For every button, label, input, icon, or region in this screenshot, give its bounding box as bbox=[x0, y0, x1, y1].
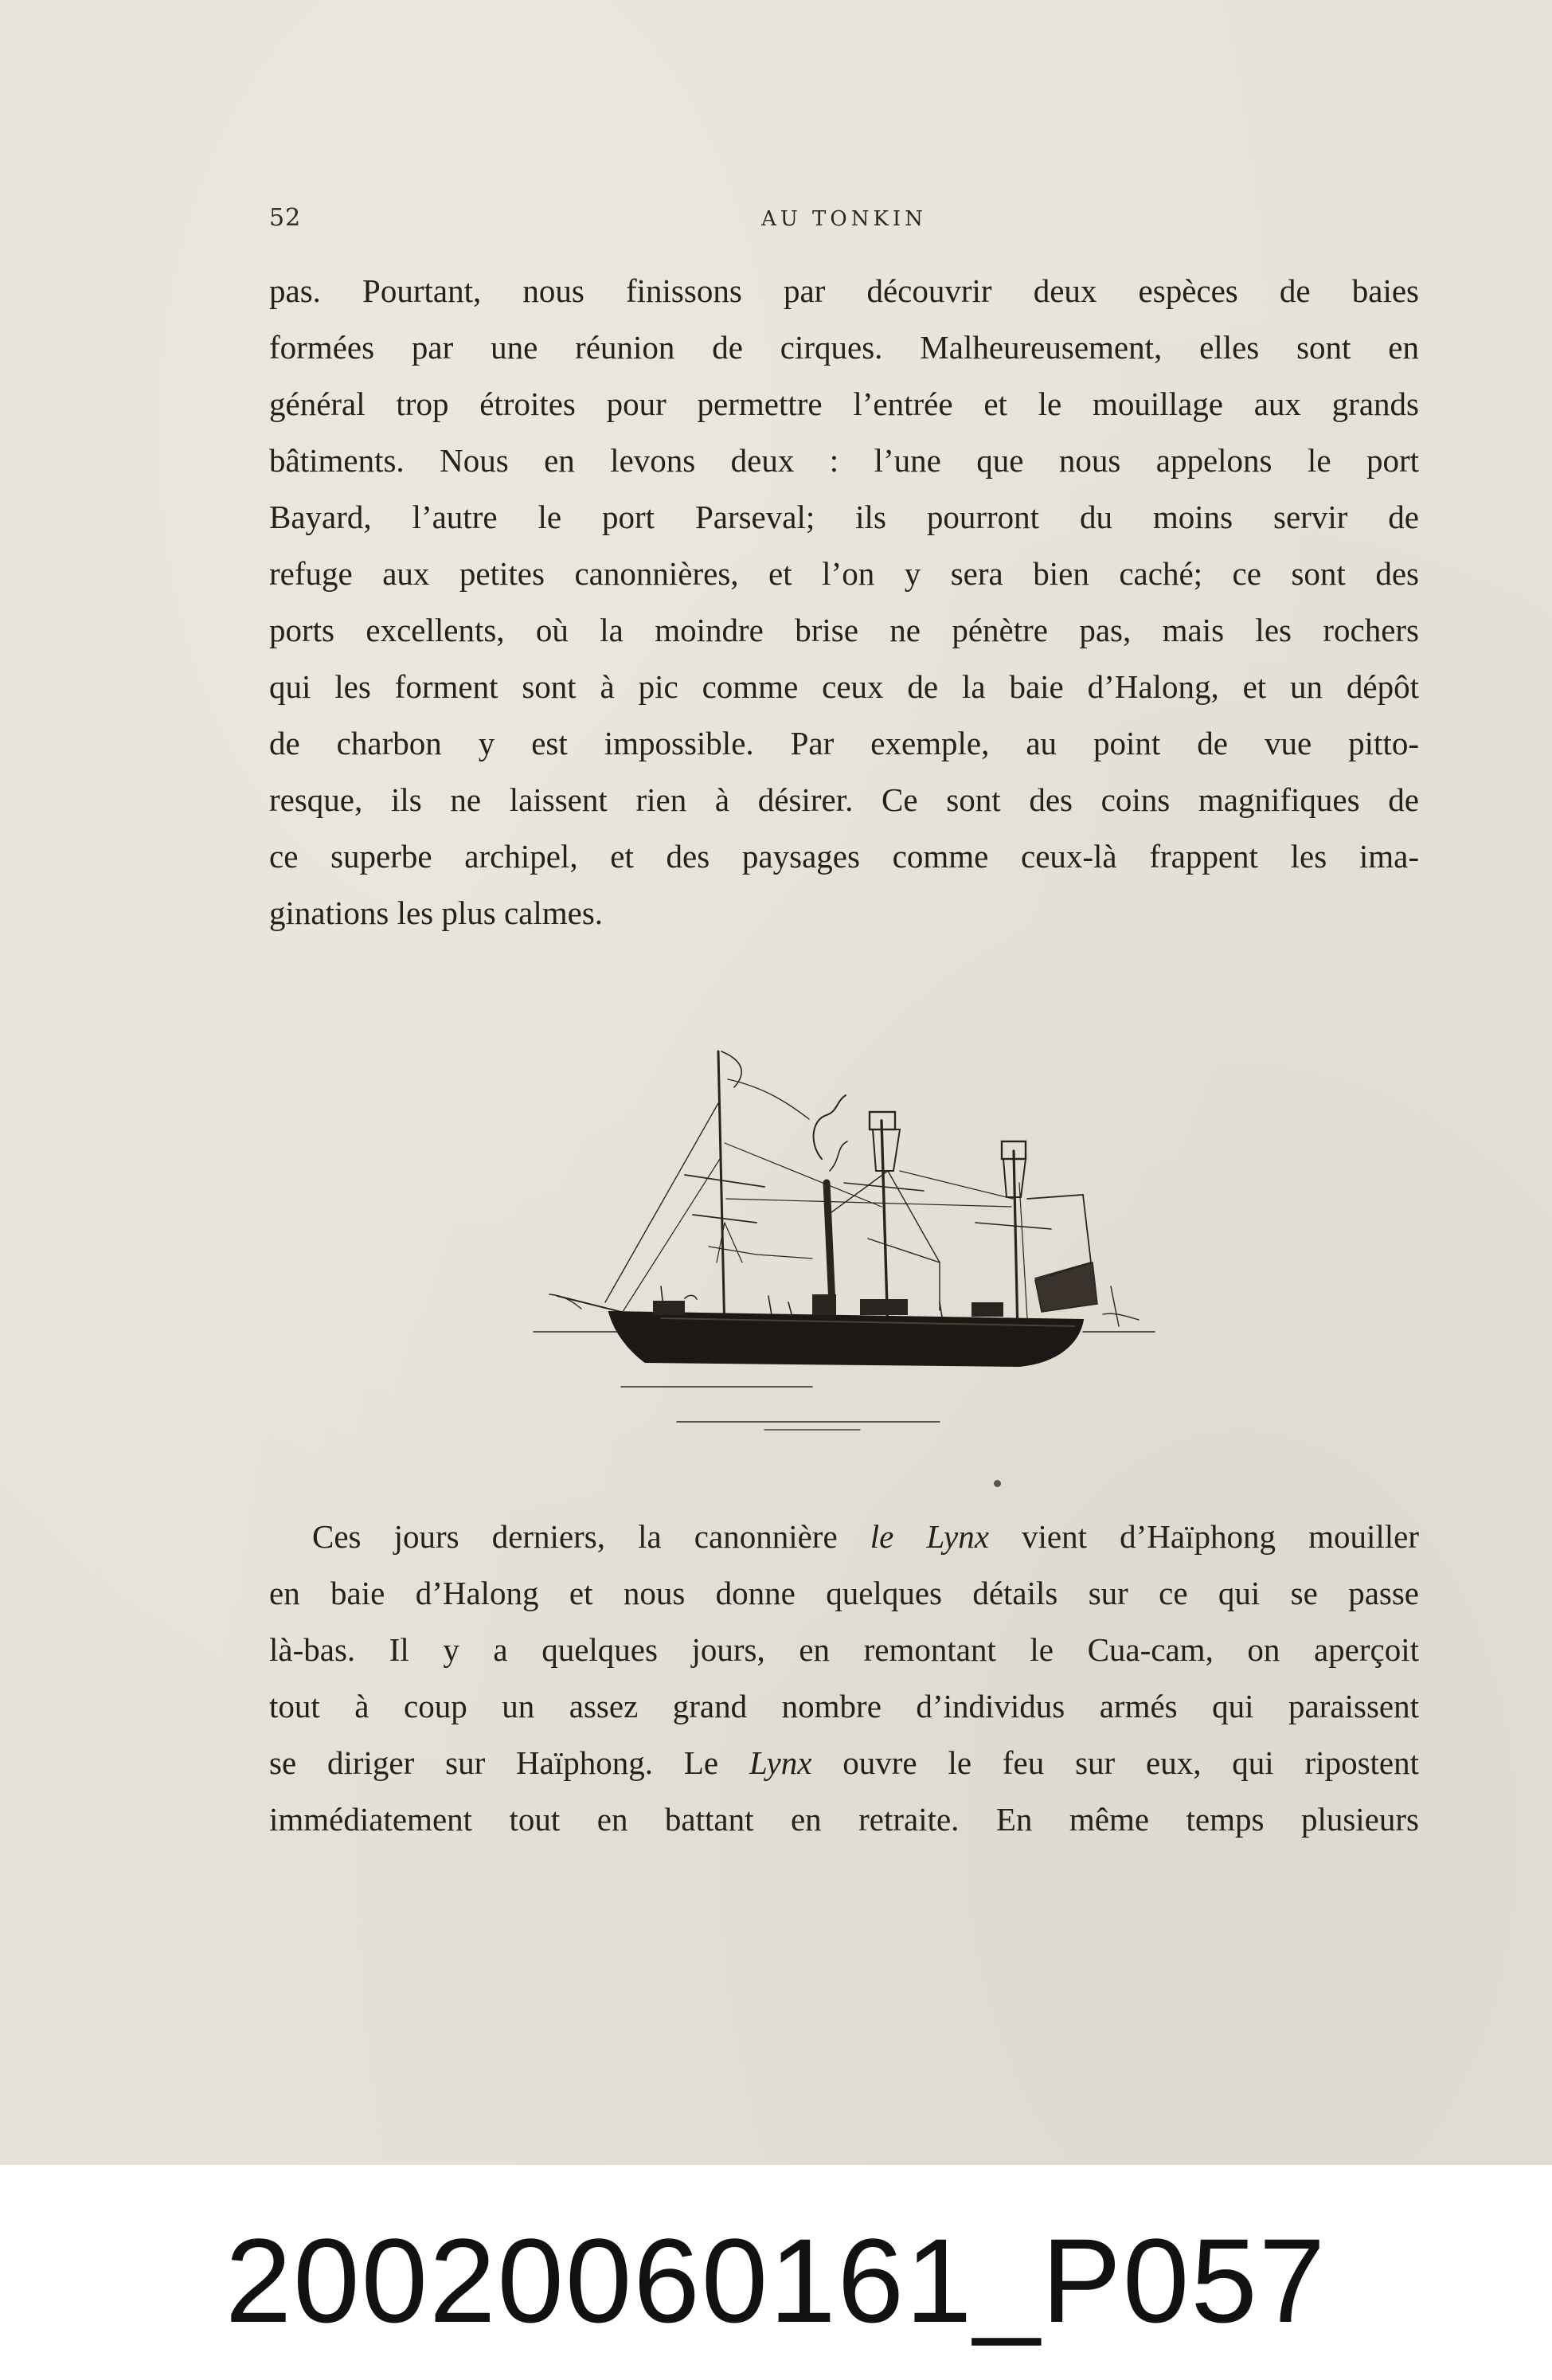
running-title: AU TONKIN bbox=[761, 207, 927, 231]
text-line: immédiatement tout en battant en retraite. En même temps plusieurs bbox=[269, 1801, 1419, 1838]
text-line: ports excellents, où la moindre brise ne pénètre pas, mais les rochers bbox=[269, 612, 1419, 648]
paragraph-1 bbox=[269, 263, 1419, 941]
ship-name-italic: le Lynx bbox=[870, 1518, 989, 1555]
text-line: en baie d’Halong et nous donne quelques détails sur ce qui se passe bbox=[269, 1575, 1419, 1611]
text-line: de charbon y est impossible. Par exemple, au point de vue pitto- bbox=[269, 725, 1419, 761]
text-line: bâtiments. Nous en levons deux : l’une que nous appelons le port bbox=[269, 442, 1419, 479]
paragraph-2 bbox=[269, 1509, 1419, 1848]
page-header bbox=[269, 204, 1419, 236]
text-line: refuge aux petites canonnières, et l’on y sera bien caché; ce sont des bbox=[269, 555, 1419, 592]
text-line: se diriger sur Haïphong. Le Lynx ouvre le feu sur eux, qui ripostent bbox=[269, 1744, 1420, 1781]
image-identifier: 20020060161_P057 bbox=[225, 2214, 1327, 2347]
text-line: tout à coup un assez grand nombre d’individus armés qui paraissent bbox=[269, 1688, 1419, 1724]
text-line: pas. Pourtant, nous finissons par découvrir deux espèces de baies bbox=[269, 272, 1419, 309]
text-line: ce superbe archipel, et des paysages comme ceux-là frappent les ima- bbox=[269, 838, 1419, 875]
text-line: qui les forment sont à pic comme ceux de la baie d’Halong, et un dépôt bbox=[269, 668, 1419, 705]
text-line: Bayard, l’autre le port Parseval; ils pourront du moins servir de bbox=[269, 499, 1419, 535]
text-line: ginations les plus calmes. bbox=[269, 894, 604, 931]
page-number: 52 bbox=[269, 204, 302, 232]
ship-name-italic: Lynx bbox=[749, 1744, 812, 1781]
text-line: resque, ils ne laissent rien à désirer. Ce sont des coins magnifiques de bbox=[269, 781, 1419, 818]
text-line: là-bas. Il y a quelques jours, en remontant le Cua-cam, on aperçoit bbox=[269, 1631, 1419, 1668]
text-line: général trop étroites pour permettre l’entrée et le mouillage aux grands bbox=[269, 386, 1419, 422]
text-line: formées par une réunion de cirques. Malheureusement, elles sont en bbox=[269, 329, 1419, 366]
text-line: Ces jours derniers, la canonnière le Lynx vient d’Haïphong mouiller bbox=[312, 1518, 1419, 1555]
paper-mark bbox=[994, 1480, 1001, 1487]
steamship-engraving-icon bbox=[526, 1000, 1163, 1462]
